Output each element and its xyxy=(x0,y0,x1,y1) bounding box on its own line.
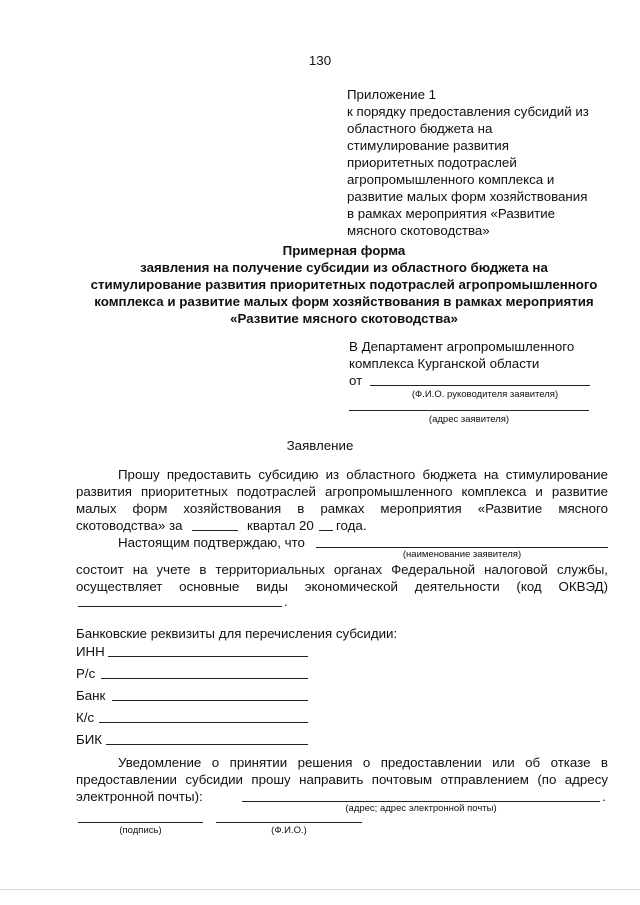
appendix-line: областного бюджета на xyxy=(347,121,493,136)
appendix-line: к порядку предоставления субсидий из xyxy=(347,104,589,119)
paragraph-line: электронной почты): xyxy=(76,789,203,804)
from-caption: (Ф.И.О. руководителя заявителя) xyxy=(411,389,559,400)
appendix-line: в рамках мероприятия «Развитие xyxy=(347,206,556,221)
appendix-line: развитие малых форм хозяйствования xyxy=(347,189,588,204)
paragraph-line: развития приоритетных подотраслей агропромышленного комплекса и развитие xyxy=(76,484,608,499)
appendix-line: стимулирование развития xyxy=(347,138,509,153)
address-caption: (адрес заявителя) xyxy=(428,414,510,425)
appendix-line: агропромышленного комплекса и xyxy=(347,172,555,187)
okved-field[interactable] xyxy=(78,606,282,607)
form-title-line: стимулирование развития приоритетных подотраслей агропромышленного xyxy=(90,277,598,292)
quarter-label: квартал 20 xyxy=(247,518,314,533)
from-name-field[interactable] xyxy=(370,385,590,386)
bik-field[interactable] xyxy=(106,744,308,745)
address-field[interactable] xyxy=(349,410,589,411)
bottom-divider xyxy=(0,889,640,890)
addressee-line: комплекса Курганской области xyxy=(349,356,540,371)
appendix-block xyxy=(347,86,589,239)
paragraph-line: Настоящим подтверждаю, что xyxy=(118,535,305,550)
paragraph-line: Прошу предоставить субсидию из областного бюджета на стимулирование xyxy=(118,467,608,482)
notification-address-field[interactable] xyxy=(242,801,600,802)
bank-heading: Банковские реквизиты для перечисления субсидии: xyxy=(76,626,398,641)
year-label: года. xyxy=(336,518,367,533)
signature-name-field[interactable] xyxy=(216,822,362,823)
paragraph-line: Уведомление о принятии решения о предоставлении или об отказе в xyxy=(118,755,608,770)
statement-heading: Заявление xyxy=(286,438,354,453)
paragraph-line: состоит на учете в территориальных органах Федеральной налоговой службы, xyxy=(76,562,608,577)
bank-name-field[interactable] xyxy=(112,700,308,701)
inn-field[interactable] xyxy=(108,656,308,657)
appendix-title: Приложение 1 xyxy=(347,87,437,102)
paragraph-line: малых форм хозяйствования в рамках мероприятия «Развитие мясного xyxy=(76,501,608,516)
notification-end: . xyxy=(602,789,606,804)
appendix-line: приоритетных подотраслей xyxy=(347,155,517,170)
corr-account-field[interactable] xyxy=(99,722,308,723)
applicant-name-field[interactable] xyxy=(316,547,608,548)
page-number: 130 xyxy=(308,53,332,68)
paragraph-line: скотоводства» за xyxy=(76,518,183,533)
applicant-caption: (наименование заявителя) xyxy=(402,549,522,560)
paragraph-line: предоставлении субсидии прошу направить почтовым отправлением (по адресу xyxy=(76,772,608,787)
form-title-line: «Развитие мясного скотоводства» xyxy=(230,311,458,326)
form-title-line: заявления на получение субсидии из областного бюджета на xyxy=(140,260,548,275)
bank-name-label: Банк xyxy=(76,688,106,703)
quarter-field[interactable] xyxy=(192,530,238,531)
form-title xyxy=(60,242,628,327)
signature-field[interactable] xyxy=(78,822,203,823)
from-label: от xyxy=(349,373,363,388)
inn-label: ИНН xyxy=(76,644,105,659)
paragraph-line: осуществляет основные виды экономической деятельности (код ОКВЭД) xyxy=(76,579,608,594)
form-title-line: Примерная форма xyxy=(282,243,406,258)
addressee-line: В Департамент агропромышленного xyxy=(349,339,575,354)
appendix-line: мясного скотоводства» xyxy=(347,223,490,238)
bik-label: БИК xyxy=(76,732,103,747)
corr-account-label: К/с xyxy=(76,710,95,725)
signature-caption: (подпись) xyxy=(119,825,162,836)
year-field[interactable] xyxy=(319,530,333,531)
form-title-line: комплекса и развитие малых форм хозяйствования в рамках мероприятия xyxy=(94,294,594,309)
okved-end: . xyxy=(284,594,288,609)
signature-name-caption: (Ф.И.О.) xyxy=(271,825,307,836)
notification-caption: (адрес; адрес электронной почты) xyxy=(345,803,497,814)
account-field[interactable] xyxy=(101,678,308,679)
account-label: Р/с xyxy=(76,666,96,681)
